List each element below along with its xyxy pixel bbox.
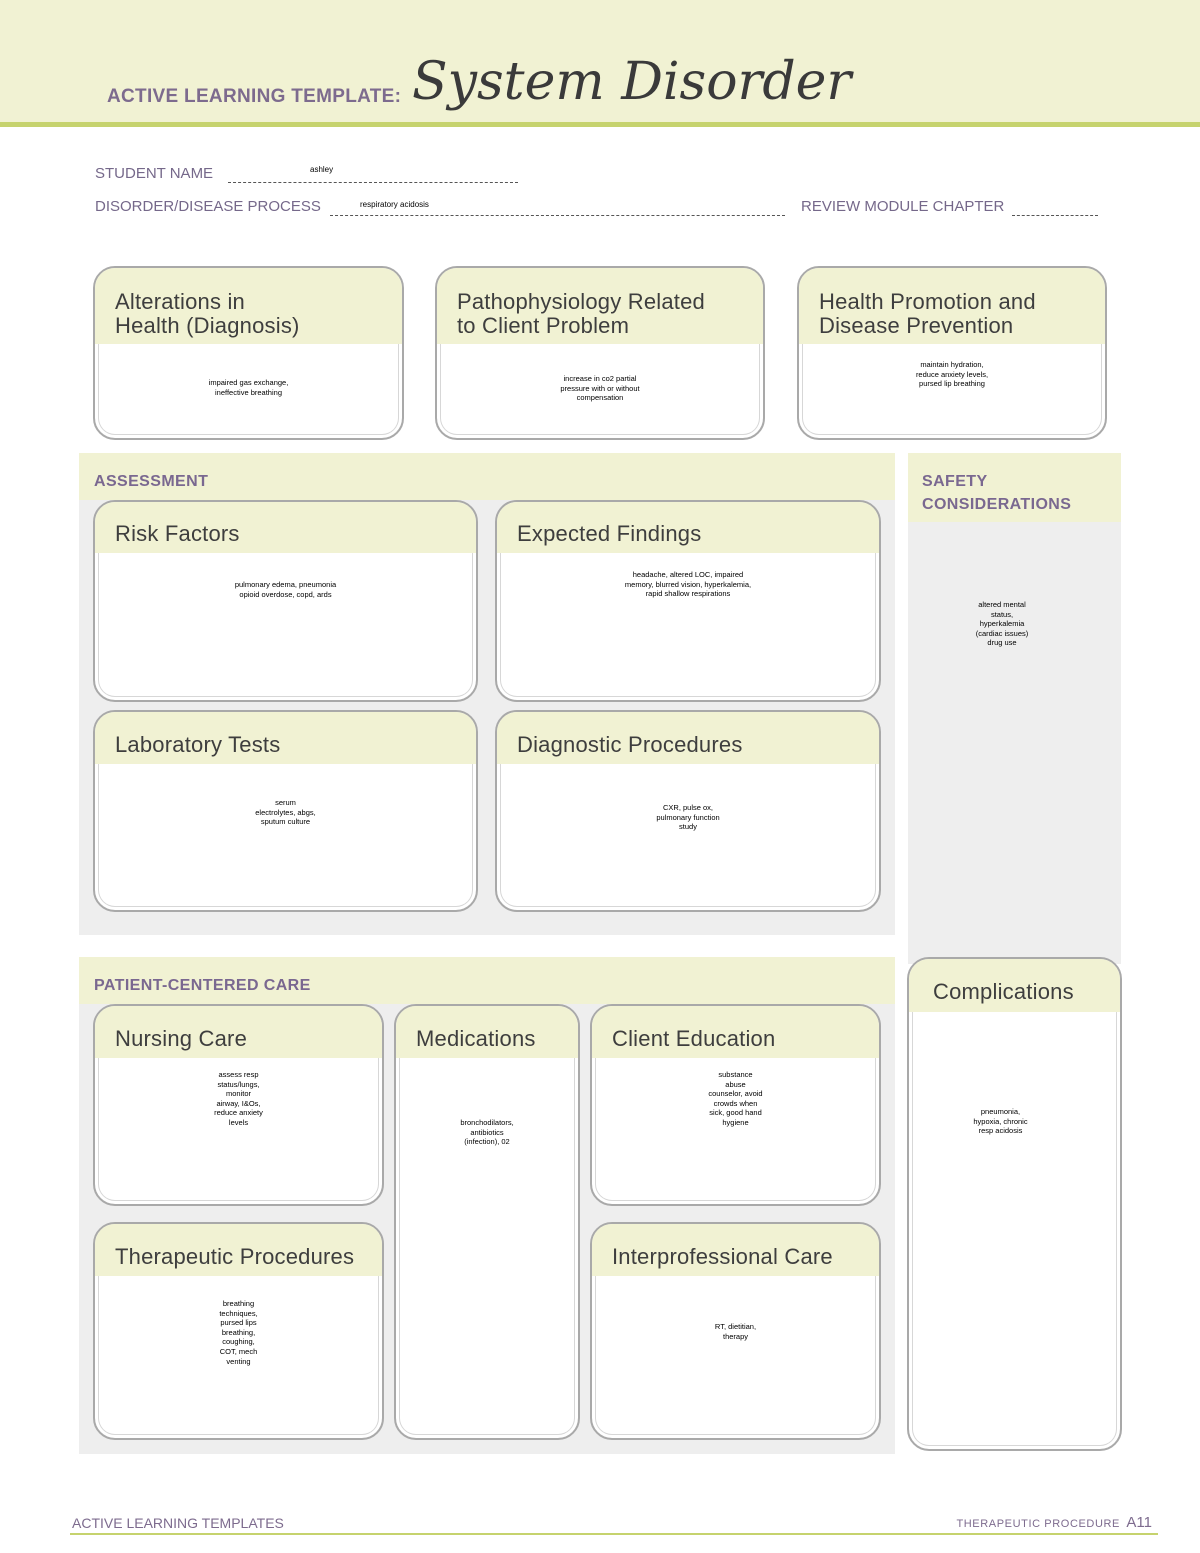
template-title: System Disorder bbox=[412, 52, 852, 112]
pathophysiology-content[interactable]: increase in co2 partial pressure with or without compensation bbox=[560, 374, 640, 403]
pathophysiology-card bbox=[435, 266, 765, 440]
review-module-label: REVIEW MODULE CHAPTER bbox=[801, 198, 1005, 215]
alterations-card bbox=[93, 266, 404, 440]
expected-findings-title: Expected Findings bbox=[517, 521, 702, 546]
disorder-value[interactable]: respiratory acidosis bbox=[360, 200, 429, 209]
student-name-line bbox=[228, 181, 518, 183]
nursing-care-content[interactable]: assess resp status/lungs, monitor airway, I&Os, reduce anxiety levels bbox=[214, 1070, 263, 1127]
laboratory-tests-card bbox=[93, 710, 478, 912]
footer-right: THERAPEUTIC PROCEDURE bbox=[956, 1518, 1120, 1530]
medications-content[interactable]: bronchodilators, antibiotics (infection), 02 bbox=[460, 1118, 514, 1147]
alterations-title: Alterations in Health (Diagnosis) bbox=[115, 289, 300, 338]
risk-factors-card bbox=[93, 500, 478, 702]
laboratory-tests-title: Laboratory Tests bbox=[115, 732, 281, 757]
safety-panel bbox=[908, 453, 1121, 964]
diagnostic-procedures-title: Diagnostic Procedures bbox=[517, 732, 743, 757]
expected-findings-card bbox=[495, 500, 881, 702]
template-label: ACTIVE LEARNING TEMPLATE: bbox=[107, 86, 402, 107]
alterations-content[interactable]: impaired gas exchange, ineffective breathing bbox=[208, 378, 289, 397]
assessment-label: ASSESSMENT bbox=[94, 473, 209, 490]
health-promotion-card bbox=[797, 266, 1107, 440]
therapeutic-procedures-content[interactable]: breathing techniques, pursed lips breathing, coughing, COT, mech venting bbox=[219, 1299, 258, 1366]
complications-title: Complications bbox=[933, 979, 1074, 1004]
therapeutic-procedures-title: Therapeutic Procedures bbox=[115, 1244, 355, 1269]
laboratory-tests-content[interactable]: serum electrolytes, abgs, sputum culture bbox=[255, 798, 316, 827]
pathophysiology-title: Pathophysiology Related to Client Problem bbox=[457, 289, 705, 338]
medications-card bbox=[394, 1004, 580, 1440]
page-number: A11 bbox=[1126, 1514, 1152, 1531]
risk-factors-content[interactable]: pulmonary edema, pneumonia opioid overdose, copd, ards bbox=[234, 580, 337, 599]
interprofessional-care-title: Interprofessional Care bbox=[612, 1244, 833, 1269]
safety-label: SAFETY CONSIDERATIONS bbox=[922, 473, 1072, 513]
patient-care-label: PATIENT-CENTERED CARE bbox=[94, 977, 311, 994]
health-promotion-content[interactable]: maintain hydration, reduce anxiety levels, pursed lip breathing bbox=[915, 360, 989, 389]
risk-factors-title: Risk Factors bbox=[115, 521, 240, 546]
complications-card bbox=[907, 957, 1122, 1451]
client-education-card bbox=[590, 1004, 881, 1206]
student-name-value[interactable]: ashley bbox=[310, 165, 334, 174]
student-name-label: STUDENT NAME bbox=[95, 165, 214, 182]
therapeutic-procedures-card bbox=[93, 1222, 384, 1440]
interprofessional-care-card bbox=[590, 1222, 881, 1440]
disorder-line bbox=[330, 214, 785, 216]
client-education-content[interactable]: substance abuse counselor, avoid crowds when sick, good hand hygiene bbox=[708, 1070, 763, 1127]
medications-title: Medications bbox=[416, 1026, 536, 1051]
diagnostic-procedures-card bbox=[495, 710, 881, 912]
interprofessional-care-content[interactable]: RT, dietitian, therapy bbox=[714, 1322, 757, 1341]
nursing-care-title: Nursing Care bbox=[115, 1026, 248, 1051]
footer-left: ACTIVE LEARNING TEMPLATES bbox=[72, 1515, 284, 1531]
client-education-title: Client Education bbox=[612, 1026, 776, 1051]
complications-content[interactable]: pneumonia, hypoxia, chronic resp acidosis bbox=[973, 1107, 1028, 1136]
review-module-line[interactable] bbox=[1012, 214, 1098, 216]
diagnostic-procedures-content[interactable]: CXR, pulse ox, pulmonary function study bbox=[656, 803, 720, 832]
health-promotion-title: Health Promotion and Disease Prevention bbox=[819, 289, 1036, 338]
expected-findings-content[interactable]: headache, altered LOC, impaired memory, blurred vision, hyperkalemia, rapid shallow respirations bbox=[624, 570, 752, 599]
header-rule bbox=[0, 122, 1200, 127]
safety-content[interactable]: altered mental status, hyperkalemia (cardiac issues) drug use bbox=[975, 600, 1029, 648]
footer-rule bbox=[70, 1533, 1158, 1535]
nursing-care-card bbox=[93, 1004, 384, 1206]
disorder-label: DISORDER/DISEASE PROCESS bbox=[95, 198, 321, 215]
